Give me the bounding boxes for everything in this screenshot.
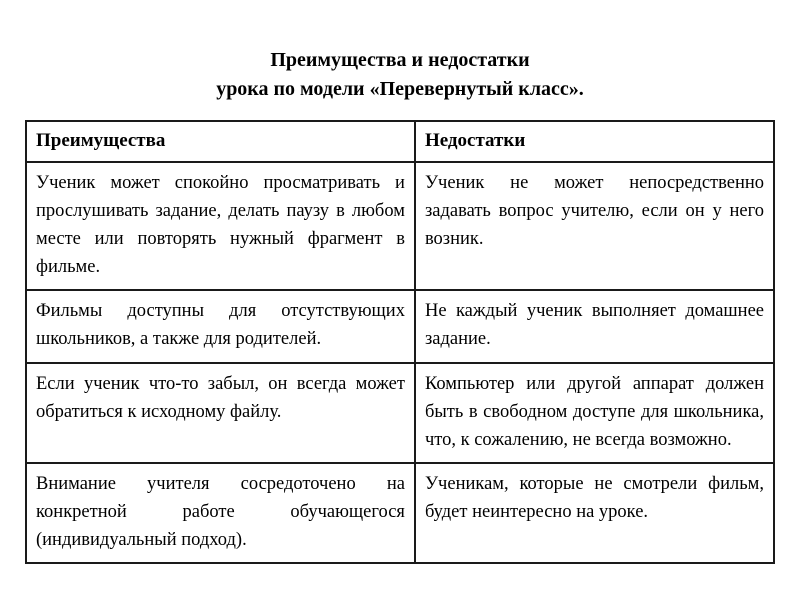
header-cell-advantages: Преимущества [26,121,415,162]
header-cell-disadvantages: Недостатки [415,121,774,162]
table-cell-disadvantage-1: Ученик не может непосредственно задавать вопрос учителю, если он у него возник. [415,162,774,290]
table-row [26,162,774,290]
table-row [26,363,774,463]
table-cell-disadvantage-3: Компьютер или другой аппарат должен быть в свободном доступе для школьника, что, к сожалению, не всегда возможно. [415,363,774,463]
table-cell-disadvantage-2: Не каждый ученик выполняет домашнее задание. [415,290,774,362]
table-header-row [26,121,774,162]
table-cell-advantage-1: Ученик может спокойно просматривать и прослушивать задание, делать паузу в любом месте или повторять нужный фрагмент в фильме. [26,162,415,290]
table-row [26,290,774,362]
table-cell-disadvantage-4: Ученикам, которые не смотрели фильм, будет неинтересно на уроке. [415,463,774,563]
page-title [25,46,775,104]
table-row [26,463,774,563]
table-cell-advantage-2: Фильмы доступны для отсутствующих школьников, а также для родителей. [26,290,415,362]
table-cell-advantage-4: Внимание учителя сосредоточено на конкретной работе обучающегося (индивидуальный подход). [26,463,415,563]
table-cell-advantage-3: Если ученик что-то забыл, он всегда может обратиться к исходному файлу. [26,363,415,463]
page-title-line1: Преимущества и недостатки [270,49,530,71]
advantages-disadvantages-table [25,120,775,564]
page-title-line2: урока по модели «Перевернутый класс». [216,78,584,100]
